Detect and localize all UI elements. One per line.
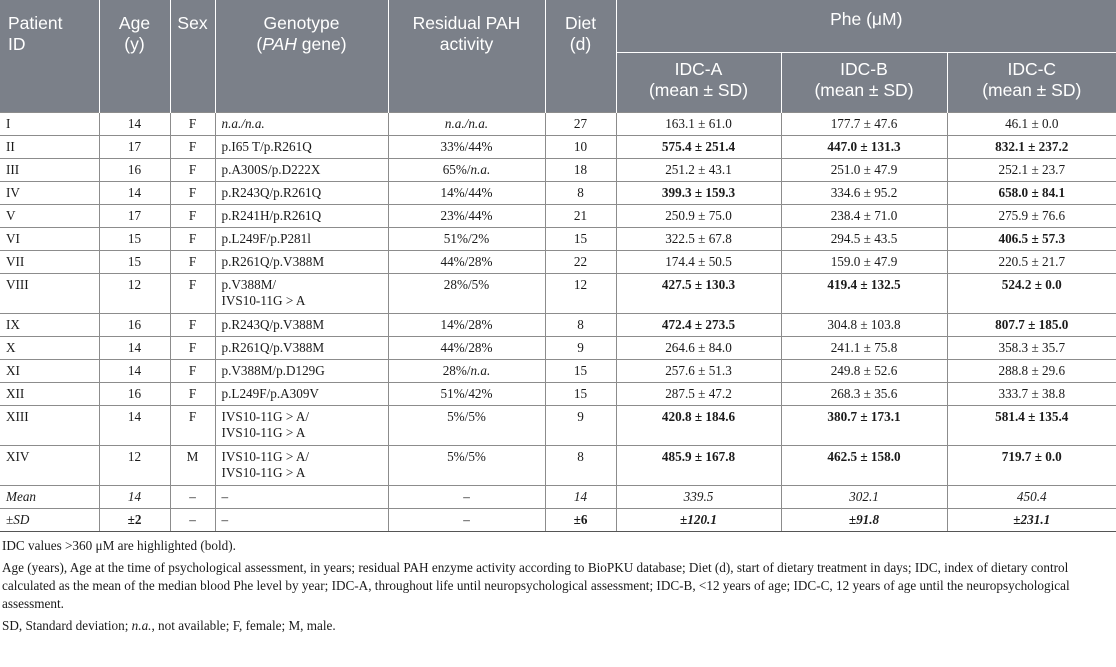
- cell-idc-c: 832.1 ± 237.2: [947, 136, 1116, 159]
- cell-age: 16: [99, 314, 170, 337]
- cell-diet: 21: [545, 205, 616, 228]
- cell-genotype: p.R243Q/p.R261Q: [215, 182, 388, 205]
- cell-idc-b: 380.7 ± 173.1: [781, 406, 947, 446]
- cell-summary-label: Mean: [0, 486, 99, 509]
- cell-genotype: IVS10-11G > A/ IVS10-11G > A: [215, 406, 388, 446]
- cell-patient-id: III: [0, 159, 99, 182]
- cell-residual: 44%/28%: [388, 251, 545, 274]
- header-sex: Sex: [170, 0, 215, 113]
- cell-sex: F: [170, 274, 215, 314]
- table-row: [0, 337, 1116, 360]
- cell-residual: 44%/28%: [388, 337, 545, 360]
- cell-sex: F: [170, 360, 215, 383]
- cell-idc-b: 304.8 ± 103.8: [781, 314, 947, 337]
- cell-residual: 65%/n.a.: [388, 159, 545, 182]
- cell-residual: 14%/28%: [388, 314, 545, 337]
- cell-diet: 9: [545, 337, 616, 360]
- table-row: [0, 251, 1116, 274]
- cell-sex: F: [170, 383, 215, 406]
- cell-idc-c: 450.4: [947, 486, 1116, 509]
- cell-residual: 5%/5%: [388, 406, 545, 446]
- cell-residual: n.a./n.a.: [388, 113, 545, 136]
- cell-idc-c: 333.7 ± 38.8: [947, 383, 1116, 406]
- cell-patient-id: I: [0, 113, 99, 136]
- cell-idc-c: ±231.1: [947, 509, 1116, 532]
- cell-patient-id: XII: [0, 383, 99, 406]
- cell-idc-c: 46.1 ± 0.0: [947, 113, 1116, 136]
- cell-idc-b: 302.1: [781, 486, 947, 509]
- table-row: [0, 360, 1116, 383]
- cell-idc-c: 288.8 ± 29.6: [947, 360, 1116, 383]
- cell-age: 14: [99, 337, 170, 360]
- cell-diet: 10: [545, 136, 616, 159]
- cell-patient-id: X: [0, 337, 99, 360]
- cell-age: 14: [99, 486, 170, 509]
- cell-patient-id: VI: [0, 228, 99, 251]
- table-row: [0, 274, 1116, 314]
- cell-idc-b: 159.0 ± 47.9: [781, 251, 947, 274]
- cell-idc-c: 406.5 ± 57.3: [947, 228, 1116, 251]
- cell-age: 16: [99, 159, 170, 182]
- cell-sex: F: [170, 113, 215, 136]
- cell-idc-b: 249.8 ± 52.6: [781, 360, 947, 383]
- cell-residual: 14%/44%: [388, 182, 545, 205]
- cell-residual: 33%/44%: [388, 136, 545, 159]
- cell-sex: F: [170, 337, 215, 360]
- cell-patient-id: IV: [0, 182, 99, 205]
- cell-age: 16: [99, 383, 170, 406]
- cell-diet: 18: [545, 159, 616, 182]
- cell-idc-b: 462.5 ± 158.0: [781, 446, 947, 486]
- cell-idc-a: 420.8 ± 184.6: [616, 406, 781, 446]
- cell-diet: 8: [545, 314, 616, 337]
- table-row: [0, 383, 1116, 406]
- cell-sex: F: [170, 159, 215, 182]
- cell-idc-b: 241.1 ± 75.8: [781, 337, 947, 360]
- summary-row: [0, 486, 1116, 509]
- note-abbreviations: Age (years), Age at the time of psychological assessment, in years; residual PAH enzyme activity according to BioPKU database; Diet (d), start of dietary treatment in days; IDC, index of dietary control calculated as the mean of the median blood Phe level by year; IDC-A, throughout life until neuropsychological assessment; IDC-B, <12 years of age; IDC-C, 12 years of age until the neuropsychological assessment.: [2, 560, 1070, 611]
- table-notes: [0, 532, 1116, 635]
- cell-residual: –: [388, 486, 545, 509]
- cell-genotype: p.L249F/p.A309V: [215, 383, 388, 406]
- cell-sex: –: [170, 486, 215, 509]
- cell-sex: –: [170, 509, 215, 532]
- cell-diet: 15: [545, 383, 616, 406]
- cell-genotype: –: [215, 486, 388, 509]
- cell-idc-a: 399.3 ± 159.3: [616, 182, 781, 205]
- cell-idc-a: ±120.1: [616, 509, 781, 532]
- cell-residual: –: [388, 509, 545, 532]
- cell-diet: ±6: [545, 509, 616, 532]
- table-row: [0, 159, 1116, 182]
- table-row: [0, 406, 1116, 446]
- cell-idc-a: 264.6 ± 84.0: [616, 337, 781, 360]
- header-idc-c: IDC-C (mean ± SD): [947, 53, 1116, 113]
- cell-residual: 28%/5%: [388, 274, 545, 314]
- cell-diet: 9: [545, 406, 616, 446]
- cell-diet: 15: [545, 228, 616, 251]
- header-phe: Phe (μM): [616, 0, 1116, 53]
- cell-idc-c: 220.5 ± 21.7: [947, 251, 1116, 274]
- cell-sex: F: [170, 314, 215, 337]
- cell-genotype: p.V388M/ IVS10-11G > A: [215, 274, 388, 314]
- cell-genotype: IVS10-11G > A/ IVS10-11G > A: [215, 446, 388, 486]
- cell-residual: 51%/2%: [388, 228, 545, 251]
- cell-idc-a: 427.5 ± 130.3: [616, 274, 781, 314]
- cell-diet: 15: [545, 360, 616, 383]
- cell-residual: 51%/42%: [388, 383, 545, 406]
- cell-patient-id: VII: [0, 251, 99, 274]
- cell-age: 12: [99, 446, 170, 486]
- table-row: [0, 182, 1116, 205]
- cell-patient-id: XIV: [0, 446, 99, 486]
- cell-patient-id: VIII: [0, 274, 99, 314]
- cell-age: 14: [99, 360, 170, 383]
- cell-diet: 8: [545, 182, 616, 205]
- cell-idc-a: 322.5 ± 67.8: [616, 228, 781, 251]
- cell-genotype: –: [215, 509, 388, 532]
- cell-idc-a: 163.1 ± 61.0: [616, 113, 781, 136]
- cell-age: 14: [99, 406, 170, 446]
- cell-sex: F: [170, 406, 215, 446]
- cell-patient-id: XI: [0, 360, 99, 383]
- cell-genotype: p.R261Q/p.V388M: [215, 251, 388, 274]
- cell-age: 15: [99, 251, 170, 274]
- cell-genotype: p.R261Q/p.V388M: [215, 337, 388, 360]
- summary-row: [0, 509, 1116, 532]
- cell-idc-a: 575.4 ± 251.4: [616, 136, 781, 159]
- cell-sex: F: [170, 182, 215, 205]
- cell-idc-a: 250.9 ± 75.0: [616, 205, 781, 228]
- cell-genotype: p.L249F/p.P281l: [215, 228, 388, 251]
- cell-genotype: p.I65 T/p.R261Q: [215, 136, 388, 159]
- cell-age: 14: [99, 182, 170, 205]
- cell-idc-a: 257.6 ± 51.3: [616, 360, 781, 383]
- cell-residual: 23%/44%: [388, 205, 545, 228]
- cell-sex: F: [170, 251, 215, 274]
- table-row: [0, 136, 1116, 159]
- header-age: Age (y): [99, 0, 170, 113]
- cell-idc-c: 275.9 ± 76.6: [947, 205, 1116, 228]
- cell-diet: 12: [545, 274, 616, 314]
- cell-genotype: n.a./n.a.: [215, 113, 388, 136]
- cell-genotype: p.R241H/p.R261Q: [215, 205, 388, 228]
- header-idc-a: IDC-A (mean ± SD): [616, 53, 781, 113]
- cell-summary-label: ±SD: [0, 509, 99, 532]
- cell-idc-c: 581.4 ± 135.4: [947, 406, 1116, 446]
- cell-idc-c: 807.7 ± 185.0: [947, 314, 1116, 337]
- cell-idc-b: 419.4 ± 132.5: [781, 274, 947, 314]
- cell-idc-b: 334.6 ± 95.2: [781, 182, 947, 205]
- cell-idc-c: 719.7 ± 0.0: [947, 446, 1116, 486]
- cell-sex: F: [170, 205, 215, 228]
- cell-idc-a: 472.4 ± 273.5: [616, 314, 781, 337]
- header-patient-id: Patient ID: [0, 0, 99, 113]
- header-genotype: Genotype (PAH gene): [215, 0, 388, 113]
- cell-genotype: p.A300S/p.D222X: [215, 159, 388, 182]
- cell-age: 17: [99, 136, 170, 159]
- cell-idc-a: 251.2 ± 43.1: [616, 159, 781, 182]
- cell-diet: 22: [545, 251, 616, 274]
- cell-idc-a: 287.5 ± 47.2: [616, 383, 781, 406]
- cell-residual: 5%/5%: [388, 446, 545, 486]
- cell-diet: 14: [545, 486, 616, 509]
- note-highlight: IDC values >360 μM are highlighted (bold).: [2, 538, 236, 553]
- cell-age: 17: [99, 205, 170, 228]
- header-diet: Diet (d): [545, 0, 616, 113]
- cell-sex: M: [170, 446, 215, 486]
- table-row: [0, 205, 1116, 228]
- table-row: [0, 228, 1116, 251]
- cell-idc-b: 294.5 ± 43.5: [781, 228, 947, 251]
- cell-diet: 8: [545, 446, 616, 486]
- cell-idc-c: 658.0 ± 84.1: [947, 182, 1116, 205]
- cell-idc-b: 251.0 ± 47.9: [781, 159, 947, 182]
- cell-genotype: p.R243Q/p.V388M: [215, 314, 388, 337]
- note-definitions: SD, Standard deviation; n.a., not available; F, female; M, male.: [2, 618, 336, 633]
- cell-patient-id: IX: [0, 314, 99, 337]
- table-row: [0, 113, 1116, 136]
- cell-residual: 28%/n.a.: [388, 360, 545, 383]
- cell-diet: 27: [545, 113, 616, 136]
- cell-genotype: p.V388M/p.D129G: [215, 360, 388, 383]
- cell-age: 14: [99, 113, 170, 136]
- table-row: [0, 446, 1116, 486]
- cell-idc-a: 339.5: [616, 486, 781, 509]
- cell-idc-b: 238.4 ± 71.0: [781, 205, 947, 228]
- cell-idc-c: 524.2 ± 0.0: [947, 274, 1116, 314]
- cell-idc-b: 447.0 ± 131.3: [781, 136, 947, 159]
- cell-idc-b: 177.7 ± 47.6: [781, 113, 947, 136]
- cell-patient-id: V: [0, 205, 99, 228]
- cell-patient-id: II: [0, 136, 99, 159]
- header-residual-activity: Residual PAH activity: [388, 0, 545, 113]
- header-idc-b: IDC-B (mean ± SD): [781, 53, 947, 113]
- cell-patient-id: XIII: [0, 406, 99, 446]
- cell-idc-a: 485.9 ± 167.8: [616, 446, 781, 486]
- cell-idc-c: 252.1 ± 23.7: [947, 159, 1116, 182]
- cell-age: ±2: [99, 509, 170, 532]
- cell-sex: F: [170, 136, 215, 159]
- cell-sex: F: [170, 228, 215, 251]
- table-row: [0, 314, 1116, 337]
- cell-idc-c: 358.3 ± 35.7: [947, 337, 1116, 360]
- cell-idc-b: 268.3 ± 35.6: [781, 383, 947, 406]
- cell-age: 15: [99, 228, 170, 251]
- cell-idc-a: 174.4 ± 50.5: [616, 251, 781, 274]
- cell-age: 12: [99, 274, 170, 314]
- cell-idc-b: ±91.8: [781, 509, 947, 532]
